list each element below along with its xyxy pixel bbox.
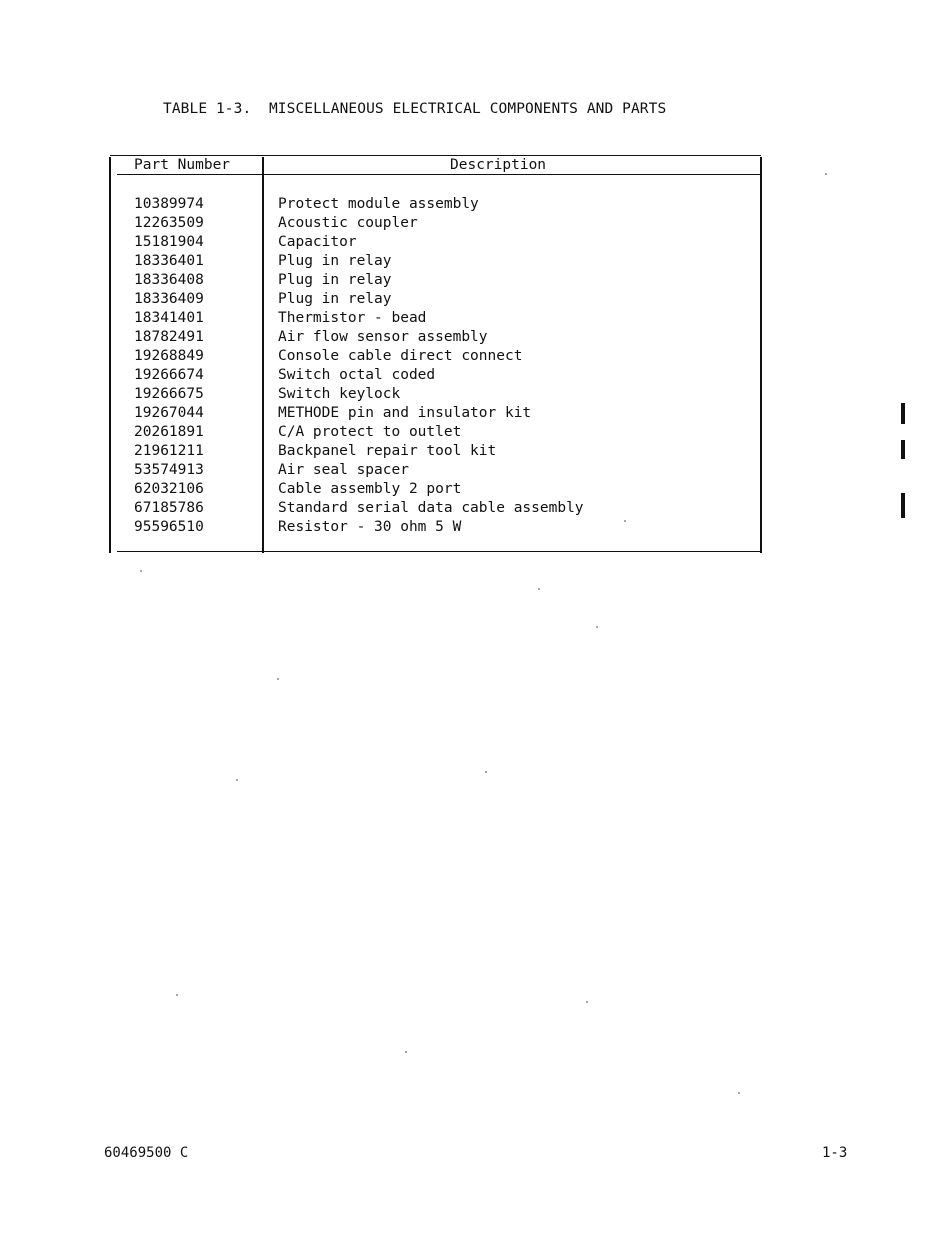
table-row xyxy=(0,214,950,233)
description-cell: Plug in relay xyxy=(278,272,392,288)
header-description: Description xyxy=(450,157,547,173)
part-number-cell: 62032106 xyxy=(134,481,204,497)
change-bar xyxy=(901,493,905,518)
description-cell: Air flow sensor assembly xyxy=(278,329,488,345)
table-row xyxy=(0,518,950,537)
table-row xyxy=(0,233,950,252)
part-number-cell: 18336401 xyxy=(134,253,204,269)
table-row xyxy=(0,385,950,404)
part-number-cell: 19266675 xyxy=(134,386,204,402)
description-cell: METHODE pin and insulator kit xyxy=(278,405,532,421)
part-number-cell: 53574913 xyxy=(134,462,204,478)
scan-speck xyxy=(485,771,487,773)
document-number: 60469500 C xyxy=(104,1145,189,1161)
description-cell: Switch octal coded xyxy=(278,367,436,383)
description-cell: Console cable direct connect xyxy=(278,348,523,364)
scan-speck xyxy=(596,626,598,628)
table-row xyxy=(0,499,950,518)
description-cell: Thermistor - bead xyxy=(278,310,427,326)
description-cell: C/A protect to outlet xyxy=(278,424,462,440)
table-row xyxy=(0,366,950,385)
scan-speck xyxy=(586,1001,588,1003)
scan-speck xyxy=(825,173,827,175)
part-number-cell: 19267044 xyxy=(134,405,204,421)
table-row xyxy=(0,461,950,480)
scan-speck xyxy=(140,570,142,572)
part-number-cell: 18341401 xyxy=(134,310,204,326)
header-underline xyxy=(117,174,760,175)
description-cell: Plug in relay xyxy=(278,253,392,269)
description-cell: Switch keylock xyxy=(278,386,401,402)
part-number-cell: 12263509 xyxy=(134,215,204,231)
table-row xyxy=(0,442,950,461)
header-part-number: Part Number xyxy=(134,157,231,173)
description-cell: Resistor - 30 ohm 5 W xyxy=(278,519,462,535)
page-number: 1-3 xyxy=(822,1145,848,1161)
table-row xyxy=(0,347,950,366)
description-cell: Air seal spacer xyxy=(278,462,409,478)
part-number-cell: 21961211 xyxy=(134,443,204,459)
part-number-cell: 15181904 xyxy=(134,234,204,250)
scan-speck xyxy=(277,678,279,680)
description-cell: Capacitor xyxy=(278,234,357,250)
part-number-cell: 18336408 xyxy=(134,272,204,288)
part-number-cell: 19268849 xyxy=(134,348,204,364)
table-row xyxy=(0,423,950,442)
scan-speck xyxy=(176,994,178,996)
description-cell: Backpanel repair tool kit xyxy=(278,443,497,459)
part-number-cell: 10389974 xyxy=(134,196,204,212)
part-number-cell: 67185786 xyxy=(134,500,204,516)
table-row xyxy=(0,480,950,499)
scan-speck xyxy=(405,1051,407,1053)
scan-speck xyxy=(738,1092,740,1094)
scan-speck xyxy=(236,779,238,781)
table-row xyxy=(0,328,950,347)
part-number-cell: 20261891 xyxy=(134,424,204,440)
description-cell: Cable assembly 2 port xyxy=(278,481,462,497)
description-cell: Plug in relay xyxy=(278,291,392,307)
table-row xyxy=(0,404,950,423)
part-number-cell: 18336409 xyxy=(134,291,204,307)
description-cell: Acoustic coupler xyxy=(278,215,418,231)
table-row xyxy=(0,290,950,309)
scan-speck xyxy=(624,520,626,522)
part-number-cell: 19266674 xyxy=(134,367,204,383)
scan-speck xyxy=(538,588,540,590)
table-row xyxy=(0,309,950,328)
table-row xyxy=(0,271,950,290)
table-row xyxy=(0,252,950,271)
table-row xyxy=(0,195,950,214)
part-number-cell: 95596510 xyxy=(134,519,204,535)
change-bar xyxy=(901,440,905,459)
table-bottom-border xyxy=(117,551,760,552)
description-cell: Protect module assembly xyxy=(278,196,479,212)
table-title: TABLE 1-3. MISCELLANEOUS ELECTRICAL COMPONENTS AND PARTS xyxy=(163,101,667,117)
part-number-cell: 18782491 xyxy=(134,329,204,345)
description-cell: Standard serial data cable assembly xyxy=(278,500,584,516)
change-bar xyxy=(901,403,905,424)
